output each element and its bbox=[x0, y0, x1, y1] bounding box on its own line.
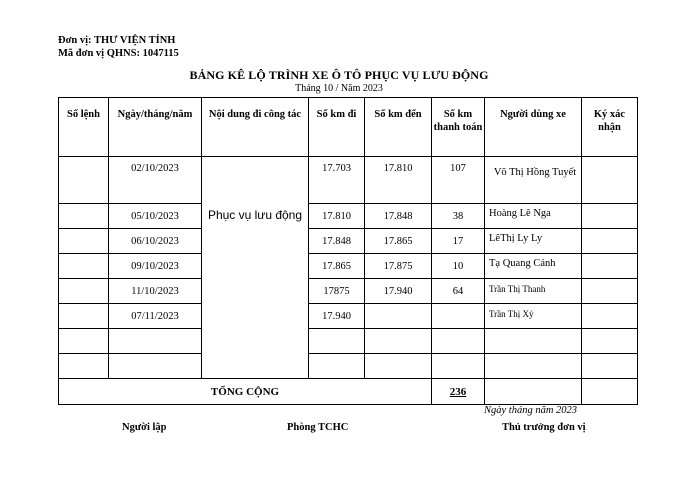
document-subtitle: Tháng 10 / Năm 2023 bbox=[295, 83, 383, 94]
cell-date: 11/10/2023 bbox=[109, 279, 202, 304]
table-row bbox=[59, 354, 638, 379]
cell-order bbox=[59, 229, 109, 254]
table-row bbox=[59, 229, 638, 254]
cell-sign bbox=[582, 279, 638, 304]
cell-user: Tạ Quang Cảnh bbox=[485, 254, 582, 279]
table-row bbox=[59, 254, 638, 279]
cell-km-from bbox=[309, 354, 365, 379]
signer-department: Phòng TCHC bbox=[287, 422, 349, 433]
header-km-paid: Số km thanh toán bbox=[432, 98, 485, 157]
signature-date: Ngày tháng năm 2023 bbox=[484, 405, 578, 416]
cell-user: Trần Thị Thanh bbox=[485, 279, 582, 304]
cell-sign bbox=[582, 304, 638, 329]
cell-sign bbox=[582, 254, 638, 279]
cell-user: LêThị Ly Ly bbox=[485, 229, 582, 254]
cell-user bbox=[485, 354, 582, 379]
cell-km-paid: 17 bbox=[432, 229, 485, 254]
cell-km-to: 17.810 bbox=[365, 157, 432, 204]
total-row bbox=[59, 379, 638, 405]
cell-km-to: 17.940 bbox=[365, 279, 432, 304]
cell-km-to: 17.875 bbox=[365, 254, 432, 279]
cell-km-paid bbox=[432, 304, 485, 329]
itinerary-table bbox=[58, 97, 638, 405]
table-row bbox=[59, 279, 638, 304]
document-title: BẢNG KÊ LỘ TRÌNH XE Ô TÔ PHỤC VỤ LƯU ĐỘNG bbox=[189, 68, 489, 82]
cell-content: Phục vụ lưu động bbox=[202, 157, 309, 379]
cell-km-from: 17.940 bbox=[309, 304, 365, 329]
cell-order bbox=[59, 279, 109, 304]
header-user: Người dùng xe bbox=[485, 98, 582, 157]
cell-order bbox=[59, 304, 109, 329]
cell-order bbox=[59, 354, 109, 379]
cell-sign bbox=[582, 204, 638, 229]
cell-km-to bbox=[365, 329, 432, 354]
table-row bbox=[59, 329, 638, 354]
cell-date bbox=[109, 354, 202, 379]
cell-user bbox=[485, 329, 582, 354]
cell-km-paid bbox=[432, 329, 485, 354]
cell-km-to bbox=[365, 304, 432, 329]
cell-order bbox=[59, 204, 109, 229]
cell-date: 05/10/2023 bbox=[109, 204, 202, 229]
cell-km-from: 17.865 bbox=[309, 254, 365, 279]
total-sign-cell bbox=[582, 379, 638, 405]
cell-date bbox=[109, 329, 202, 354]
header-km-to: Số km đến bbox=[365, 98, 432, 157]
cell-user: Võ Thị Hồng Tuyết bbox=[485, 157, 582, 204]
header-content: Nội dung đi công tác bbox=[202, 98, 309, 157]
cell-km-paid: 10 bbox=[432, 254, 485, 279]
cell-km-from: 17.703 bbox=[309, 157, 365, 204]
table-row bbox=[59, 204, 638, 229]
signer-preparer: Người lập bbox=[122, 422, 167, 433]
unit-code: Mã đơn vị QHNS: 1047115 bbox=[58, 48, 179, 59]
cell-date: 02/10/2023 bbox=[109, 157, 202, 204]
cell-km-from: 17.848 bbox=[309, 229, 365, 254]
cell-order bbox=[59, 329, 109, 354]
cell-km-to bbox=[365, 354, 432, 379]
unit-name: Đơn vị: THƯ VIỆN TỈNH bbox=[58, 35, 176, 46]
cell-sign bbox=[582, 229, 638, 254]
cell-sign bbox=[582, 157, 638, 204]
cell-km-paid bbox=[432, 354, 485, 379]
cell-order bbox=[59, 157, 109, 204]
cell-km-paid: 64 bbox=[432, 279, 485, 304]
header-date: Ngày/tháng/năm bbox=[109, 98, 202, 157]
signer-head: Thủ trưởng đơn vị bbox=[502, 422, 586, 433]
cell-km-from: 17875 bbox=[309, 279, 365, 304]
cell-km-paid: 107 bbox=[432, 157, 485, 204]
cell-sign bbox=[582, 329, 638, 354]
cell-user: Hoàng Lê Nga bbox=[485, 204, 582, 229]
total-label: TỔNG CỘNG bbox=[59, 379, 432, 405]
cell-km-from: 17.810 bbox=[309, 204, 365, 229]
cell-order bbox=[59, 254, 109, 279]
header-km-from: Số km đi bbox=[309, 98, 365, 157]
table-header-row bbox=[59, 98, 638, 157]
cell-date: 07/11/2023 bbox=[109, 304, 202, 329]
cell-km-to: 17.848 bbox=[365, 204, 432, 229]
header-order: Số lệnh bbox=[59, 98, 109, 157]
total-value: 236 bbox=[432, 379, 485, 405]
cell-date: 09/10/2023 bbox=[109, 254, 202, 279]
cell-user: Trần Thị Xý bbox=[485, 304, 582, 329]
header-sign: Ký xác nhận bbox=[582, 98, 638, 157]
cell-km-from bbox=[309, 329, 365, 354]
cell-date: 06/10/2023 bbox=[109, 229, 202, 254]
total-user-cell bbox=[485, 379, 582, 405]
cell-km-to: 17.865 bbox=[365, 229, 432, 254]
cell-sign bbox=[582, 354, 638, 379]
cell-km-paid: 38 bbox=[432, 204, 485, 229]
table-row bbox=[59, 157, 638, 204]
table-row bbox=[59, 304, 638, 329]
